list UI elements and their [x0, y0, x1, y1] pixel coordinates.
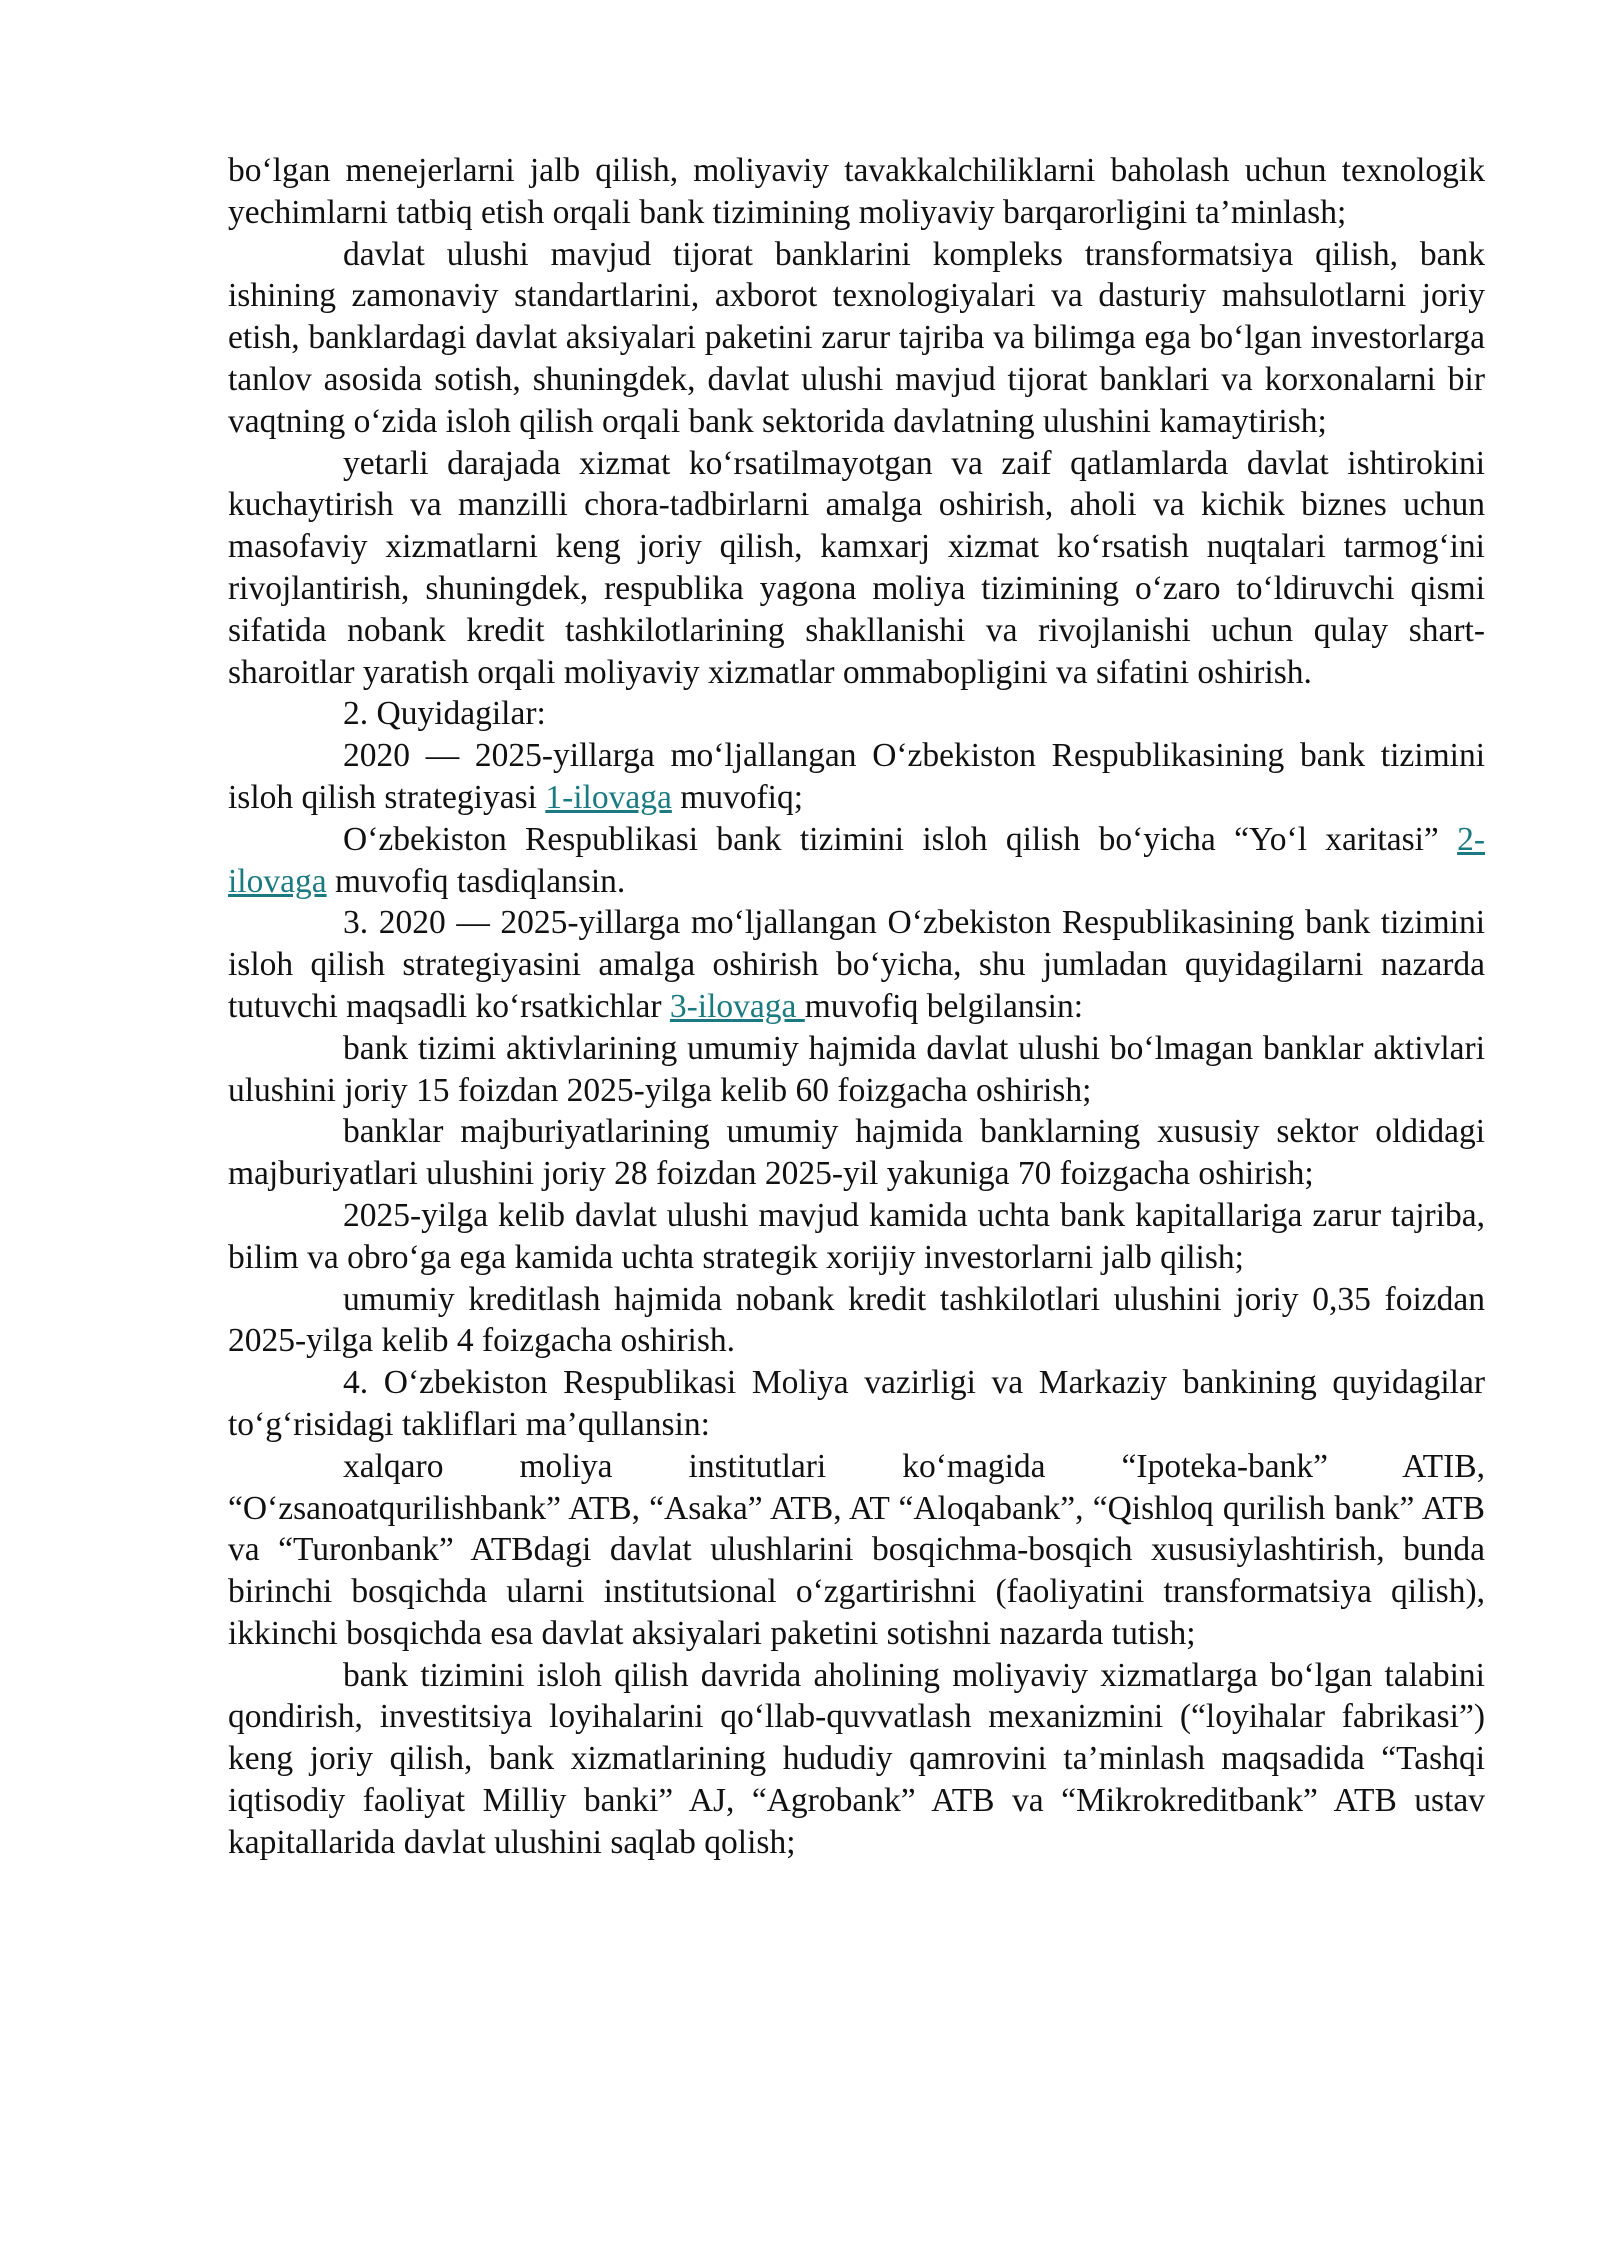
annex-link[interactable]: 1-ilovaga	[545, 778, 672, 816]
paragraph	[228, 735, 1485, 819]
paragraph	[228, 693, 1485, 735]
document-body	[228, 150, 1485, 1864]
paragraph-text: 2. Quyidagilar:	[343, 695, 546, 733]
paragraph	[228, 234, 1485, 443]
paragraph-text: muvofiq tasdiqlansin.	[326, 862, 626, 900]
paragraph	[228, 1362, 1485, 1446]
paragraph-text: banklar majburiyatlarining umumiy hajmida banklarning xususiy sektor oldidagi majburiyatlari ulushini joriy 28 foizdan 2025-yil yakuniga 70 foizgacha oshirish;	[228, 1113, 1485, 1193]
annex-link[interactable]: 3-ilovaga	[669, 987, 805, 1025]
paragraph	[228, 819, 1485, 903]
annex-link[interactable]: 2-ilovaga	[228, 820, 1485, 900]
paragraph-text: 4. O‘zbekiston Respublikasi Moliya vazirligi va Markaziy bankining quyidagilar to‘g‘risidagi takliflari ma’qullansin:	[228, 1364, 1485, 1443]
paragraph	[228, 1446, 1485, 1655]
paragraph-text: davlat ulushi mavjud tijorat banklarini kompleks transformatsiya qilish, bank ishining zamonaviy standartlarini, axborot texnologiyalari va dasturiy mahsulotlarni joriy etish, banklardagi davlat aksiyalari paketini zarur tajriba va bilimga ega bo‘lgan investorlarga tanlov asosida sotish, shuningdek, davlat ulushi mavjud tijorat banklari va korxonalarni bir vaqtning o‘zida isloh qilish orqali bank sektorida davlatning ulushini kamaytirish;	[228, 235, 1485, 440]
paragraph-text: umumiy kreditlash hajmida nobank kredit tashkilotlari ulushini joriy 0,35 foizdan 2025-yilga kelib 4 foizgacha oshirish.	[228, 1280, 1485, 1360]
paragraph	[228, 150, 1485, 234]
paragraph-text: 3. 2020 — 2025-yillarga mo‘ljallangan O‘zbekiston Respublikasining bank tizimini isloh qilish strategiyasini amalga oshirish bo‘yicha, shu jumladan quyidagilarni nazarda tutuvchi maqsadli ko‘rsatkichlar	[228, 904, 1485, 1025]
paragraph	[228, 443, 1485, 694]
paragraph	[228, 1028, 1485, 1112]
paragraph-text: muvofiq belgilansin:	[804, 987, 1084, 1025]
paragraph-text: muvofiq;	[671, 778, 804, 816]
paragraph-text: 2020 — 2025-yillarga mo‘ljallangan O‘zbekiston Respublikasining bank tizimini isloh qilish strategiyasi	[228, 737, 1485, 816]
paragraph-text: bank tizimini isloh qilish davrida aholining moliyaviy xizmatlarga bo‘lgan talabini qondirish, investitsiya loyihalarini qo‘llab-quvvatlash mexanizmini (“loyihalar fabrikasi”) keng joriy qilish, bank xizmatlarining hududiy qamrovini ta’minlash maqsadida “Tashqi iqtisodiy faoliyat Milliy banki” AJ, “Agrobank” ATB va “Mikrokreditbank” ATB ustav kapitallarida davlat ulushini saqlab qolish;	[228, 1656, 1485, 1861]
paragraph	[228, 1279, 1485, 1363]
paragraph	[228, 1195, 1485, 1279]
paragraph-text: bank tizimi aktivlarining umumiy hajmida davlat ulushi bo‘lmagan banklar aktivlari ulushini joriy 15 foizdan 2025-yilga kelib 60 foizgacha oshirish;	[228, 1029, 1485, 1109]
paragraph-text: yetarli darajada xizmat ko‘rsatilmayotgan va zaif qatlamlarda davlat ishtirokini kuchaytirish va manzilli chora-tadbirlarni amalga oshirish, aholi va kichik biznes uchun masofaviy xizmatlarni keng joriy qilish, kamxarj xizmat ko‘rsatish nuqtalari tarmog‘ini rivojlantirish, shuningdek, respublika yagona moliya tizimining o‘zaro to‘ldiruvchi qismi sifatida nobank kredit tashkilotlarining shakllanishi va rivojlanishi uchun qulay shart-sharoitlar yaratish orqali moliyaviy xizmatlar ommabopligini va sifatini oshirish.	[228, 444, 1485, 691]
paragraph	[228, 902, 1485, 1027]
paragraph	[228, 1655, 1485, 1864]
paragraph-text: O‘zbekiston Respublikasi bank tizimini isloh qilish bo‘yicha “Yo‘l xaritasi”	[343, 820, 1458, 858]
paragraph-text: 2025-yilga kelib davlat ulushi mavjud kamida uchta bank kapitallariga zarur tajriba, bilim va obro‘ga ega kamida uchta strategik xorijiy investorlarni jalb qilish;	[228, 1196, 1485, 1276]
paragraph	[228, 1111, 1485, 1195]
paragraph-text: xalqaro moliya institutlari ko‘magida “Ipoteka-bank” ATIB, “O‘zsanoatqurilishbank” ATB, “Asaka” ATB, AT “Aloqabank”, “Qishloq qurilish bank” ATB va “Turonbank” ATBdagi davlat ulushlarini bosqichma-bosqich xususiylashtirish, bunda birinchi bosqichda ularni institutsional o‘zgartirishni (faoliyatini transformatsiya qilish), ikkinchi bosqichda esa davlat aksiyalari paketini sotishni nazarda tutish;	[228, 1447, 1485, 1652]
paragraph-text: bo‘lgan menejerlarni jalb qilish, moliyaviy tavakkalchiliklarni baholash uchun texnologik yechimlarni tatbiq etish orqali bank tizimining moliyaviy barqarorligini ta’minlash;	[228, 152, 1485, 231]
